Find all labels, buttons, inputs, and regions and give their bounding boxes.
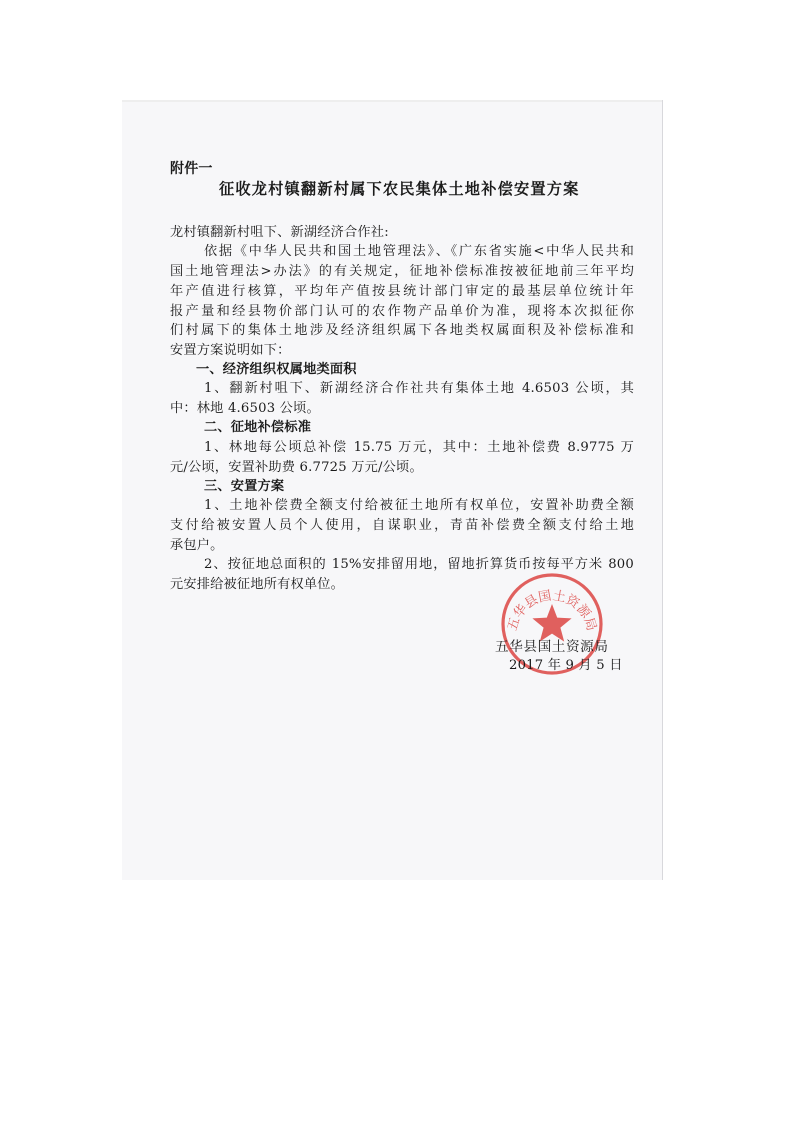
section-line: 中：林地 4.6503 公顷。: [170, 401, 320, 416]
addressee: 龙村镇翻新村咀下、新湖经济合作社:: [170, 225, 389, 240]
issue-date: 2017 年 9 月 5 日: [509, 658, 623, 673]
seal-star: [532, 604, 571, 642]
section-line: 元安排给被征地所有权单位。: [170, 577, 345, 592]
section-line: 2、按征地总面积的 15%安排留用地，留地折算货币按每平方米 800: [204, 557, 634, 572]
section-line: 承包户。: [170, 538, 224, 553]
attachment-label: 附件一: [170, 161, 213, 177]
intro-line: 们村属下的集体土地涉及经济组织属下各地类权属面积及补偿标准和: [170, 323, 634, 338]
section-heading: 二、征地补偿标准: [204, 420, 312, 435]
seal-text: 五华县国土资源局: [505, 588, 599, 633]
intro-line: 报产量和经县物价部门认可的农作物产品单价为准，现将本次拟征你: [170, 304, 634, 319]
intro-line: 年产值进行核算，平均年产值按县统计部门审定的最基层单位统计年: [170, 284, 634, 299]
section-line: 1、土地补偿费全额支付给被征土地所有权单位，安置补助费全额: [204, 498, 634, 513]
issuer-name: 五华县国土资源局: [495, 639, 609, 655]
section-line: 元/公顷，安置补助费 6.7725 万元/公顷。: [170, 460, 423, 475]
section-line: 支付给被安置人员个人使用，自谋职业，青苗补偿费全额支付给土地: [170, 518, 634, 533]
section-line: 1、翻新村咀下、新湖经济合作社共有集体土地 4.6503 公顷，其: [204, 381, 634, 396]
section-heading: 一、经济组织权属地类面积: [196, 362, 357, 377]
section-line: 1、林地每公顷总补偿 15.75 万元，其中：土地补偿费 8.9775 万: [204, 440, 634, 455]
document-title: 征收龙村镇翻新村属下农民集体土地补偿安置方案: [219, 180, 580, 198]
section-heading: 三、安置方案: [204, 479, 285, 494]
intro-line: 安置方案说明如下：: [170, 343, 291, 358]
intro-line: 依据《中华人民共和国土地管理法》、《广东省实施<中华人民共和: [204, 244, 634, 259]
sheet-edge: [122, 100, 662, 102]
intro-line: 国土地管理法>办法》的有关规定，征地补偿标准按被征地前三年平均: [170, 264, 634, 279]
